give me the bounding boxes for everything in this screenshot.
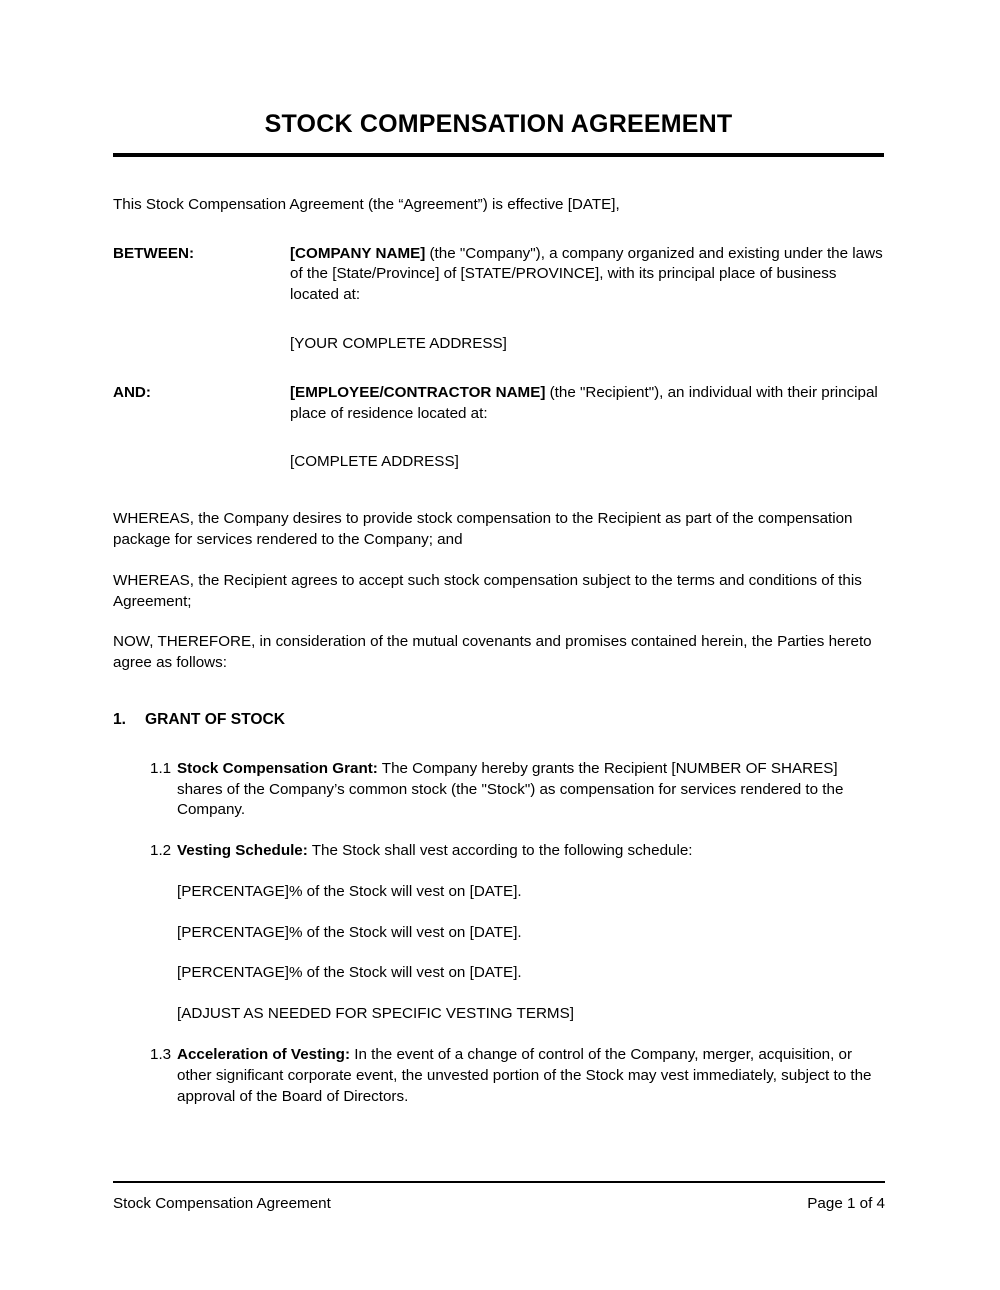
document-content	[113, 0, 884, 1107]
party-and-row	[113, 383, 884, 425]
clause-1-3-body	[177, 1045, 884, 1107]
title-divider	[113, 153, 884, 157]
party-between-name: [COMPANY NAME]	[290, 244, 426, 262]
spacer	[113, 216, 884, 244]
clause-1-1-number: 1.1	[150, 759, 172, 777]
party-and-address: [COMPLETE ADDRESS]	[290, 453, 459, 471]
recital-3: NOW, THEREFORE, in consideration of the mutual covenants and promises contained herein, the Parties hereto agree as follows:	[113, 633, 872, 672]
page-title: STOCK COMPENSATION AGREEMENT	[264, 110, 733, 138]
clause-1-1	[150, 759, 884, 821]
clause-1-1-text: The Company hereby grants the Recipient [NUMBER OF SHARES] shares of the Company’s common stock (the "Stock") as compensation for services rendered to the Company.	[177, 759, 844, 819]
recital-1: WHEREAS, the Company desires to provide stock compensation to the Recipient as part of the compensation package for services rendered to the Company; and	[113, 510, 853, 548]
party-between-row	[113, 244, 884, 306]
section-title: GRANT OF STOCK	[145, 710, 286, 728]
party-and-text: (the "Recipient"), an individual with their principal place of residence located at:	[290, 383, 878, 422]
clause-1-1-heading: Stock Compensation Grant:	[177, 759, 378, 777]
clause-1-3-heading: Acceleration of Vesting:	[177, 1046, 351, 1064]
spacer	[113, 674, 884, 710]
vesting-line-2: [PERCENTAGE]% of the Stock will vest on [DATE].	[177, 923, 522, 941]
spacer	[113, 424, 884, 452]
spacer	[113, 355, 884, 383]
page-footer	[113, 1181, 885, 1215]
party-between-address: [YOUR COMPLETE ADDRESS]	[290, 334, 507, 352]
spacer	[113, 731, 884, 759]
spacer	[113, 1025, 884, 1045]
party-between-label: BETWEEN:	[113, 244, 194, 262]
clause-1-3	[150, 1045, 884, 1107]
clause-1-3-number: 1.3	[150, 1046, 172, 1064]
party-and-value	[290, 383, 884, 425]
footer-page-number: Page 1 of 4	[807, 1195, 885, 1212]
spacer	[113, 473, 884, 509]
spacer	[113, 984, 884, 1004]
footer-document-name: Stock Compensation Agreement	[113, 1195, 331, 1212]
footer-row	[113, 1183, 885, 1215]
party-between-text: (the "Company"), a company organized and existing under the laws of the [State/Province] of [STATE/PROVINCE], with its principal place of business located at:	[290, 244, 883, 304]
party-between-value	[290, 244, 884, 306]
spacer	[113, 862, 884, 882]
spacer	[113, 612, 884, 632]
clause-1-2-heading: Vesting Schedule:	[177, 842, 308, 860]
party-and-name: [EMPLOYEE/CONTRACTOR NAME]	[290, 383, 546, 401]
party-and-label: AND:	[113, 383, 151, 401]
clause-1-3-text: In the event of a change of control of the Company, merger, acquisition, or other significant corporate event, the unvested portion of the Stock may vest immediately, subject to the approval of the Board of Directors.	[177, 1046, 872, 1105]
spacer	[113, 943, 884, 963]
section-heading-grant-of-stock	[113, 710, 884, 731]
intro-paragraph: This Stock Compensation Agreement (the “Agreement”) is effective [DATE],	[113, 195, 620, 213]
clause-1-1-body	[177, 759, 884, 821]
vesting-adjust-note: [ADJUST AS NEEDED FOR SPECIFIC VESTING TERMS]	[177, 1005, 574, 1023]
clause-1-2-body	[177, 841, 884, 862]
vesting-line-3: [PERCENTAGE]% of the Stock will vest on [DATE].	[177, 964, 522, 982]
recital-2: WHEREAS, the Recipient agrees to accept such stock compensation subject to the terms and conditions of this Agreement;	[113, 571, 862, 610]
vesting-line-1: [PERCENTAGE]% of the Stock will vest on [DATE].	[177, 882, 522, 900]
spacer	[113, 821, 884, 841]
spacer	[113, 306, 884, 334]
clause-1-2-number: 1.2	[150, 842, 172, 860]
clause-1-2-text: The Stock shall vest according to the following schedule:	[307, 842, 693, 860]
clause-1-2	[150, 841, 884, 862]
section-number: 1.	[113, 710, 127, 728]
spacer	[113, 551, 884, 571]
spacer	[113, 903, 884, 923]
